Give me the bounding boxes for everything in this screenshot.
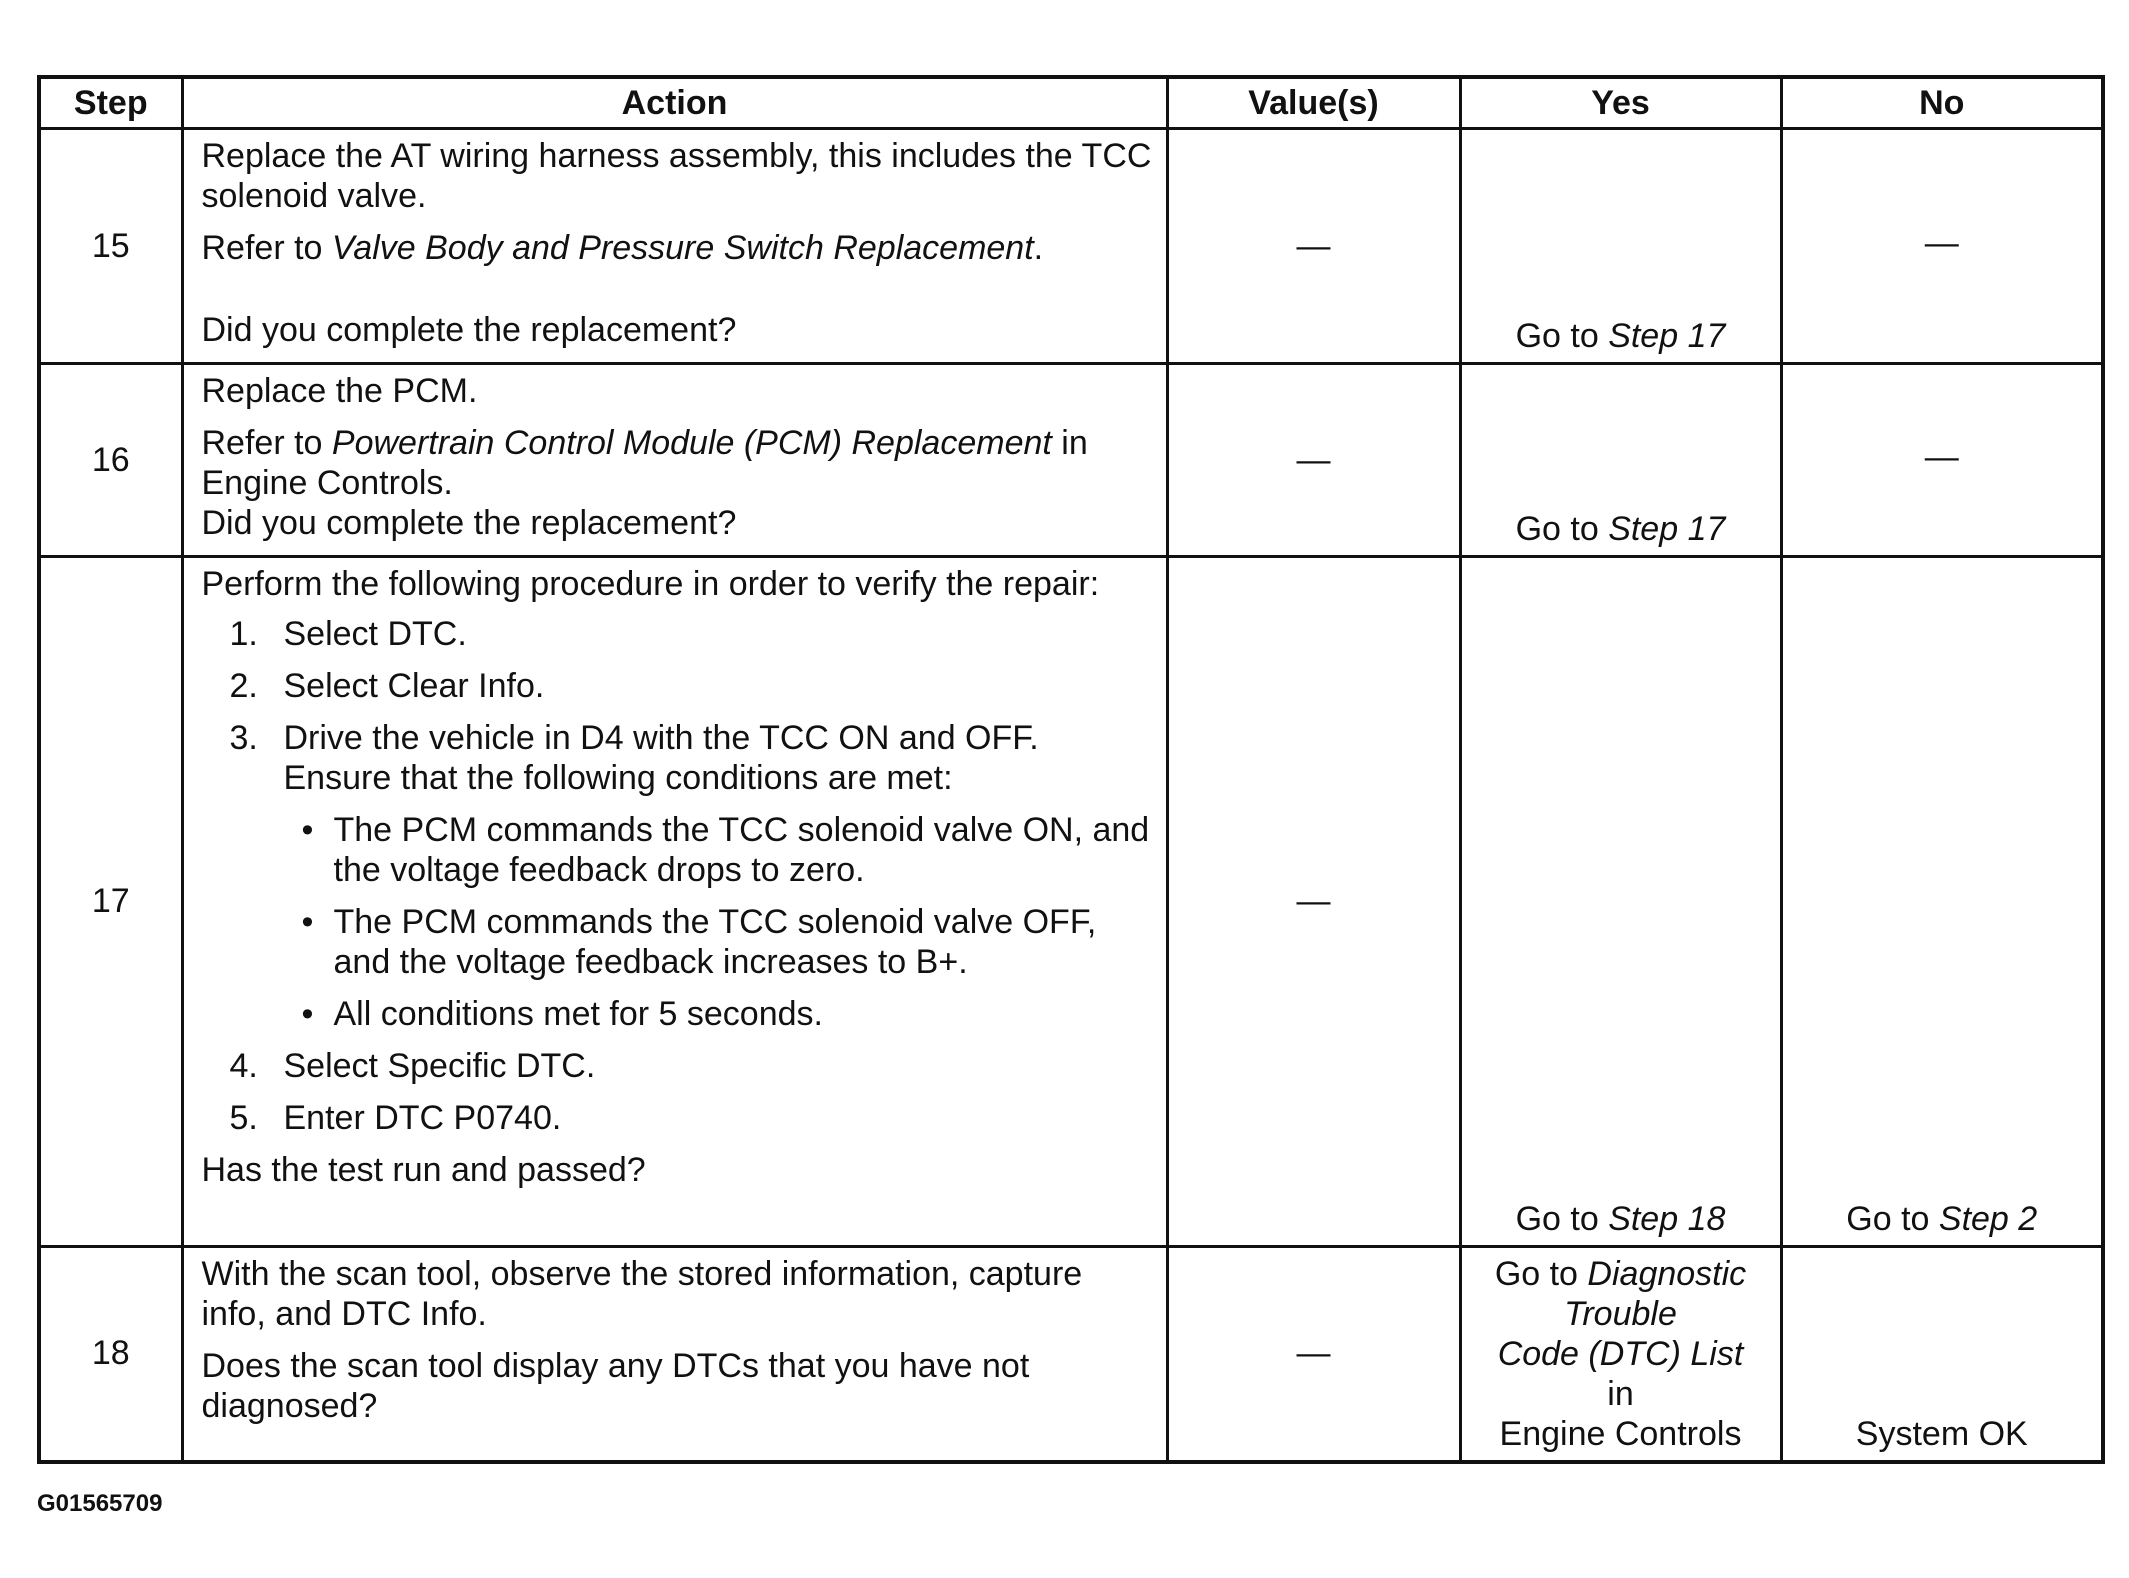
step-text: Select Clear Info. (283, 667, 545, 705)
action-question: Did you complete the replacement? (201, 504, 737, 542)
procedure-step (202, 1046, 1156, 1086)
value-cell: — (1167, 129, 1460, 364)
yes-cell (1460, 129, 1781, 364)
procedure-step (202, 666, 1156, 706)
value-cell: — (1167, 364, 1460, 557)
table-row-step-18 (39, 1247, 2103, 1462)
bullet-mark: • (301, 811, 314, 849)
step-index: 1. (229, 615, 258, 653)
no-cell: — (1781, 364, 2103, 557)
refer-link[interactable]: Powertrain Control Module (PCM) Replacement (331, 424, 1052, 462)
refer-suffix: . (1033, 229, 1044, 267)
action-text: Replace the PCM. (201, 372, 478, 410)
no-cell: System OK (1781, 1247, 2103, 1462)
yes-in: in (1607, 1374, 1634, 1413)
no-cell (1781, 557, 2103, 1247)
action-cell (182, 129, 1167, 364)
procedure-step (202, 1098, 1156, 1138)
yes-link[interactable]: Diagnostic (1587, 1254, 1747, 1293)
action-text: With the scan tool, observe the stored information, capture info, and DTC Info. (201, 1255, 1083, 1333)
procedure-step (202, 718, 1156, 1034)
no-prefix: Go to (1846, 1200, 1939, 1238)
diagnostic-table (37, 75, 2105, 1464)
no-link[interactable]: Step 2 (1938, 1200, 2038, 1238)
procedure-step (202, 614, 1156, 654)
action-question: Did you complete the replacement? (201, 311, 737, 349)
yes-suffix: Engine Controls (1499, 1414, 1742, 1453)
figure-id: G01565709 (37, 1490, 163, 1517)
refer-line (202, 423, 1156, 503)
no-cell: — (1781, 129, 2103, 364)
action-question: Does the scan tool display any DTCs that you have not diagnosed? (201, 1347, 1030, 1425)
header-yes: Yes (1460, 77, 1781, 129)
bullet-mark: • (301, 995, 314, 1033)
condition-text: The PCM commands the TCC solenoid valve OFF, and the voltage feedback increases to B+. (333, 903, 1097, 981)
step-text: Enter DTC P0740. (283, 1099, 562, 1137)
action-text: Replace the AT wiring harness assembly, this includes the TCC solenoid valve. (201, 137, 1152, 215)
step-number: 15 (39, 129, 182, 364)
action-intro: Perform the following procedure in order to verify the repair: (201, 565, 1100, 603)
yes-link[interactable]: Step 18 (1608, 1200, 1726, 1238)
action-cell (182, 364, 1167, 557)
yes-prefix: Go to (1515, 317, 1609, 355)
refer-suffix: in Engine Controls. (201, 424, 1088, 502)
value-cell: — (1167, 557, 1460, 1247)
yes-cell (1460, 557, 1781, 1247)
yes-link[interactable]: Step 17 (1608, 317, 1726, 355)
condition-list (284, 810, 1156, 1034)
step-number: 18 (39, 1247, 182, 1462)
refer-link[interactable]: Valve Body and Pressure Switch Replacement (331, 229, 1034, 267)
step-index: 2. (229, 667, 258, 705)
condition-item (284, 810, 1156, 890)
step-number: 17 (39, 557, 182, 1247)
yes-link[interactable]: Step 17 (1608, 510, 1726, 548)
yes-link[interactable]: Code (DTC) List (1497, 1334, 1744, 1373)
refer-line (202, 228, 1156, 268)
action-question: Has the test run and passed? (201, 1151, 646, 1189)
yes-cell (1460, 364, 1781, 557)
step-text: Select Specific DTC. (283, 1047, 596, 1085)
table-row-step-17 (39, 557, 2103, 1247)
step-number: 16 (39, 364, 182, 557)
header-row (39, 77, 2103, 129)
table-row-step-16 (39, 364, 2103, 557)
yes-prefix: Go to (1515, 510, 1609, 548)
step-index: 4. (229, 1047, 258, 1085)
header-action: Action (182, 77, 1167, 129)
yes-prefix: Go to (1494, 1254, 1588, 1293)
yes-prefix: Go to (1515, 1200, 1609, 1238)
step-text: Drive the vehicle in D4 with the TCC ON and OFF. Ensure that the following conditions are met: (283, 719, 1039, 797)
table-row-step-15 (39, 129, 2103, 364)
condition-item (284, 994, 1156, 1034)
value-cell: — (1167, 1247, 1460, 1462)
step-text: Select DTC. (283, 615, 467, 653)
header-no: No (1781, 77, 2103, 129)
condition-item (284, 902, 1156, 982)
yes-line (1462, 1254, 1780, 1294)
bullet-mark: • (301, 903, 314, 941)
step-index: 5. (229, 1099, 258, 1137)
refer-prefix: Refer to (201, 229, 332, 267)
yes-link[interactable]: Trouble (1564, 1294, 1677, 1333)
procedure-list (202, 614, 1156, 1138)
header-step: Step (39, 77, 182, 129)
condition-text: All conditions met for 5 seconds. (333, 995, 823, 1033)
yes-cell (1460, 1247, 1781, 1462)
refer-prefix: Refer to (201, 424, 332, 462)
action-cell (182, 1247, 1167, 1462)
header-values: Value(s) (1167, 77, 1460, 129)
condition-text: The PCM commands the TCC solenoid valve ON, and the voltage feedback drops to zero. (333, 811, 1150, 889)
action-cell (182, 557, 1167, 1247)
step-index: 3. (229, 719, 258, 757)
